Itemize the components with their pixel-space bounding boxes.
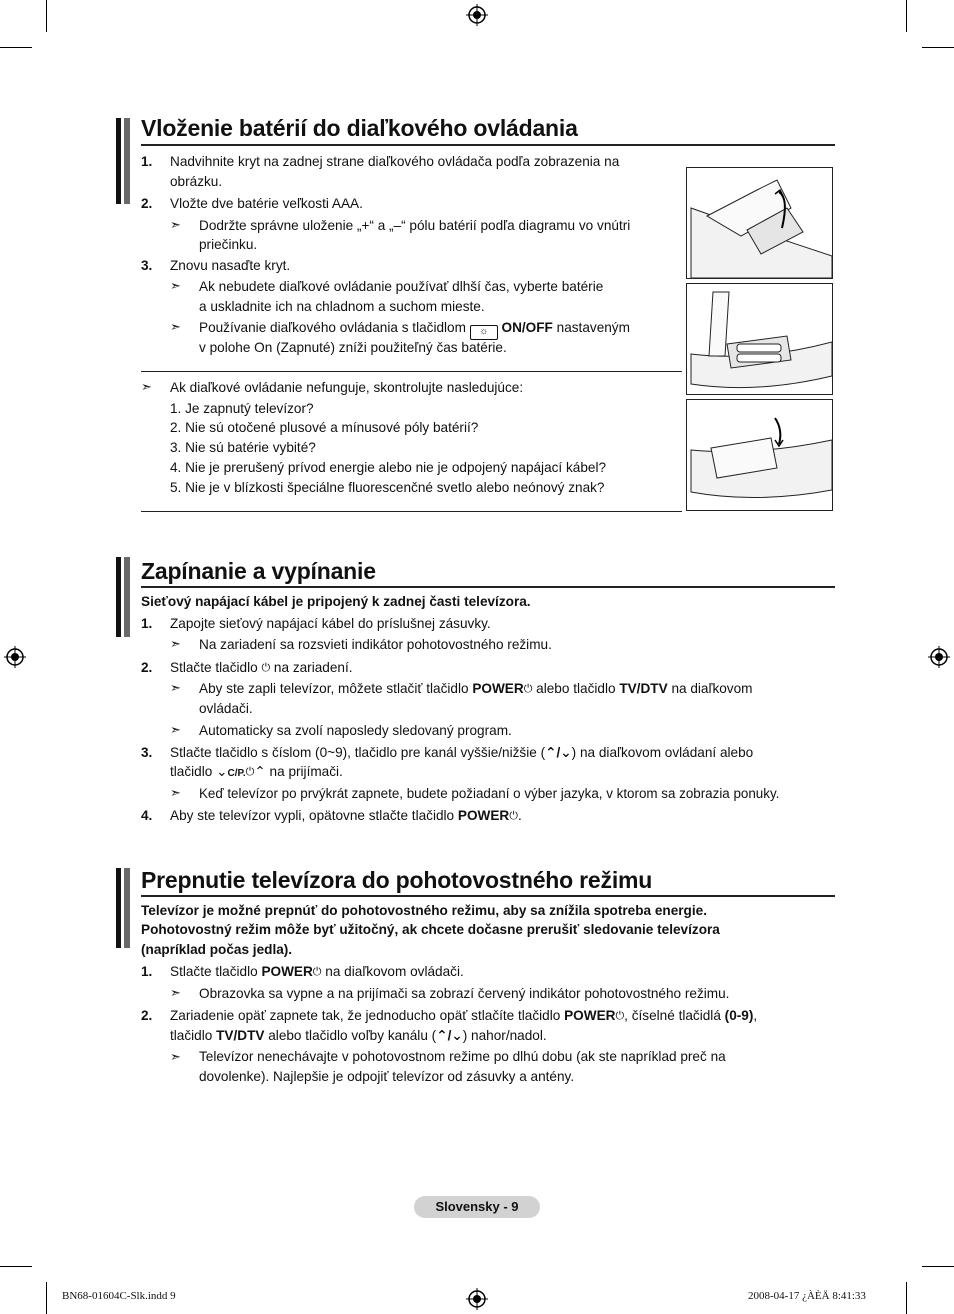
crop-mark xyxy=(0,1266,32,1267)
section-intro: (napríklad počas jedla). xyxy=(141,942,293,957)
note-arrow-icon: ➣ xyxy=(141,379,152,394)
step-text: Znovu nasaďte kryt. xyxy=(170,258,291,273)
chevron-down-icon: ⌄ xyxy=(451,1028,463,1043)
note-text: dovolenke). Najlepšie je odpojiť televízor od zásuvky a antény. xyxy=(199,1069,575,1084)
note-text: Keď televízor po prvýkrát zapnete, budete požiadaní o výber jazyka, v ktorom sa zobrazia ponuky. xyxy=(199,786,780,801)
step-text: obrázku. xyxy=(170,174,223,189)
crop-mark xyxy=(906,1282,907,1314)
section-intro: Televízor je možné prepnúť do pohotovostného režimu, aby sa znížila spotreba energie. xyxy=(141,903,707,918)
step-number: 2. xyxy=(141,1008,153,1023)
note-text: Na zariadení sa rozsvieti indikátor pohotovostného režimu. xyxy=(199,637,552,652)
registration-mark-icon xyxy=(928,646,950,668)
step-number: 3. xyxy=(141,258,153,273)
section-title: Vloženie batérií do diaľkového ovládania xyxy=(141,115,578,141)
note-text: ovládači. xyxy=(199,701,253,716)
step-text: tlačidlo ⌄C/P.⏻⌃ na prijímači. xyxy=(170,764,343,779)
chevron-up-icon: ⌃ xyxy=(254,764,266,779)
checklist-item: 2. Nie sú otočené plusové a mínusové póly batérií? xyxy=(170,420,479,435)
step-number: 2. xyxy=(141,660,153,675)
note-arrow-icon: ➣ xyxy=(170,1049,181,1064)
step-text: Stlačte tlačidlo ⏻ na zariadení. xyxy=(170,660,353,675)
section-title: Prepnutie televízora do pohotovostného režimu xyxy=(141,867,653,893)
note-rule xyxy=(141,511,682,512)
section-title: Zapínanie a vypínanie xyxy=(141,558,376,584)
step-number: 1. xyxy=(141,964,153,979)
file-slug: BN68-01604C-Slk.indd 9 xyxy=(62,1290,176,1302)
step-text: Vložte dve batérie veľkosti AAA. xyxy=(170,196,363,211)
remote-cover-open-figure xyxy=(686,167,833,279)
power-icon: ⏻ xyxy=(261,662,271,674)
crop-mark xyxy=(0,47,32,48)
section-bar xyxy=(116,557,132,637)
step-number: 2. xyxy=(141,196,153,211)
step-text: Nadvihnite kryt na zadnej strane diaľkového ovládača podľa zobrazenia na xyxy=(170,154,620,169)
note-arrow-icon: ➣ xyxy=(170,319,181,334)
chevron-up-icon: ⌃ xyxy=(545,745,557,760)
step-text: Aby ste televízor vypli, opätovne stlačte tlačidlo POWER⏻. xyxy=(170,808,522,823)
crop-mark xyxy=(46,1282,47,1314)
registration-mark-icon xyxy=(4,646,26,668)
title-rule xyxy=(141,586,835,588)
chevron-down-icon: ⌄ xyxy=(216,764,228,779)
step-number: 4. xyxy=(141,808,153,823)
note-arrow-icon: ➣ xyxy=(170,985,181,1000)
crop-mark xyxy=(922,1266,954,1267)
note-text: Automaticky sa zvolí naposledy sledovaný program. xyxy=(199,723,512,738)
section-intro: Pohotovostný režim môže byť užitočný, ak chcete dočasne prerušiť sledovanie televízora xyxy=(141,922,720,937)
crop-mark xyxy=(906,0,907,32)
note-rule xyxy=(141,371,682,372)
note-text: Ak nebudete diaľkové ovládanie používať dlhší čas, vyberte batérie xyxy=(199,279,604,294)
section-bar xyxy=(116,118,132,204)
step-number: 3. xyxy=(141,745,153,760)
note-arrow-icon: ➣ xyxy=(170,278,181,293)
note-arrow-icon: ➣ xyxy=(170,785,181,800)
power-icon: ⏻ xyxy=(615,1010,625,1022)
note-intro: Ak diaľkové ovládanie nefunguje, skontrolujte nasledujúce: xyxy=(170,380,524,395)
registration-mark-icon xyxy=(466,4,488,26)
step-number: 1. xyxy=(141,616,153,631)
note-text: Aby ste zapli televízor, môžete stlačiť tlačidlo POWER⏻ alebo tlačidlo TV/DTV na diaľkovom xyxy=(199,681,753,696)
note-text: a uskladnite ich na chladnom a suchom mieste. xyxy=(199,299,485,314)
note-arrow-icon: ➣ xyxy=(170,722,181,737)
step-number: 1. xyxy=(141,154,153,169)
note-text: priečinku. xyxy=(199,237,258,252)
step-1 xyxy=(141,152,152,172)
note-text: Používanie diaľkového ovládania s tlačidlom ☼ ON/OFF nastaveným xyxy=(199,318,630,340)
crop-mark xyxy=(46,0,47,32)
step-text: Zapojte sieťový napájací kábel do príslušnej zásuvky. xyxy=(170,616,491,631)
section-intro: Sieťový napájací kábel je pripojený k zadnej časti televízora. xyxy=(141,594,531,609)
power-icon: ⏻ xyxy=(312,966,322,978)
light-button-icon: ☼ xyxy=(470,325,498,340)
note-arrow-icon: ➣ xyxy=(170,680,181,695)
chevron-up-icon: ⌃ xyxy=(436,1028,448,1043)
title-rule xyxy=(141,144,835,146)
step-text: tlačidlo TV/DTV alebo tlačidlo voľby kanálu (⌃/⌄) nahor/nadol. xyxy=(170,1028,547,1043)
step-text: Stlačte tlačidlo POWER⏻ na diaľkovom ovládači. xyxy=(170,964,464,979)
step-text: Stlačte tlačidlo s číslom (0~9), tlačidlo pre kanál vyššie/nižšie (⌃/⌄) na diaľkovom ovládaní alebo xyxy=(170,745,754,760)
chevron-down-icon: ⌄ xyxy=(560,745,572,760)
note-text: Televízor nenechávajte v pohotovostnom režime po dlhú dobu (ak ste napríklad preč na xyxy=(199,1049,726,1064)
page-number-badge: Slovensky - 9 xyxy=(414,1196,540,1218)
note-arrow-icon: ➣ xyxy=(170,217,181,232)
checklist-item: 3. Nie sú batérie vybité? xyxy=(170,440,316,455)
remote-battery-figure xyxy=(686,283,833,395)
title-rule xyxy=(141,895,835,897)
power-icon: ⏻ xyxy=(509,810,518,822)
checklist-item: 1. Je zapnutý televízor? xyxy=(170,401,314,416)
checklist-item: 4. Nie je prerušený prívod energie alebo nie je odpojený napájací kábel? xyxy=(170,460,607,475)
power-icon: ⏻ xyxy=(523,683,533,695)
checklist-item: 5. Nie je v blízkosti špeciálne fluorescenčné svetlo alebo neónový znak? xyxy=(170,480,605,495)
step-text: Zariadenie opäť zapnete tak, že jednoducho opäť stlačíte tlačidlo POWER⏻, číselné tlačidlá (0-9), xyxy=(170,1008,758,1023)
crop-mark xyxy=(922,47,954,48)
note-text: Obrazovka sa vypne a na prijímači sa zobrazí červený indikátor pohotovostného režimu. xyxy=(199,986,730,1001)
remote-cover-close-figure xyxy=(686,399,833,511)
note-text: v polohe On (Zapnuté) zníži použiteľný čas batérie. xyxy=(199,340,507,355)
note-text: Dodržte správne uloženie „+“ a „–“ pólu batérií podľa diagramu vo vnútri xyxy=(199,218,631,233)
note-arrow-icon: ➣ xyxy=(170,636,181,651)
section-bar xyxy=(116,868,132,948)
registration-mark-icon xyxy=(466,1288,488,1310)
timestamp-slug: 2008-04-17 ¿ÀÈÄ 8:41:33 xyxy=(748,1290,866,1302)
power-icon: ⏻ xyxy=(245,766,255,778)
